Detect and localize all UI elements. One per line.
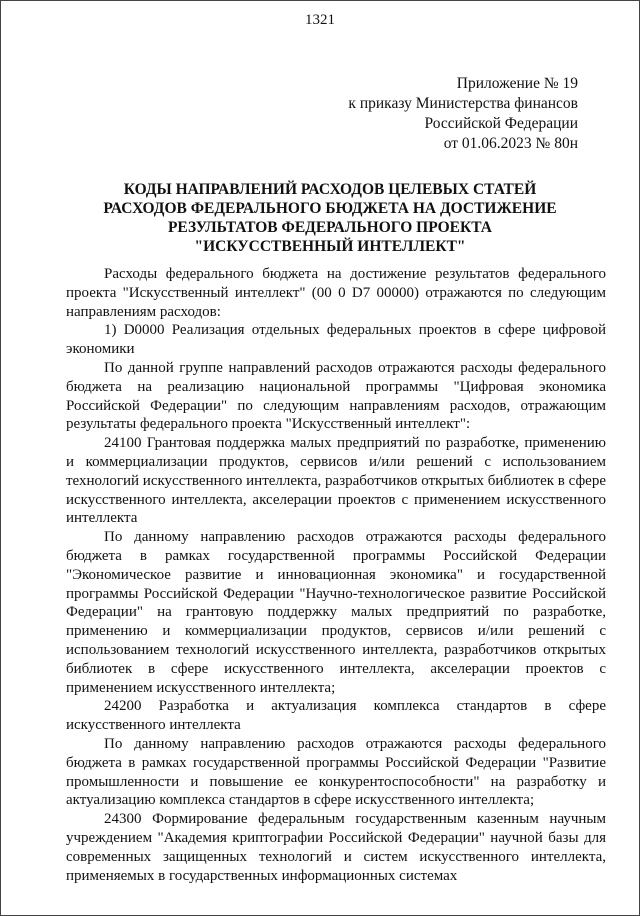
document-body	[66, 265, 606, 885]
paragraph-d0000: 1) D0000 Реализация отдельных федеральных проектов в сфере цифровой экономики	[66, 322, 606, 358]
paragraph-24200: 24200 Разработка и актуализация комплекса стандартов в сфере искусственного интеллекта	[66, 698, 606, 734]
appendix-line-4: от 01.06.2023 № 80н	[443, 135, 578, 152]
paragraph-intro: Расходы федерального бюджета на достижение результатов федерального проекта "Искусственный интеллект" (00 0 D7 00000) отражаются по следующим направлениям расходов:	[66, 266, 606, 320]
title-line-4: "ИСКУССТВЕННЫЙ ИНТЕЛЛЕКТ"	[194, 238, 466, 255]
paragraph-d0000-description: По данной группе направлений расходов отражаются расходы федерального бюджета на реализацию национальной программы "Цифровая экономика Российской Федерации" по следующим направлениям расходов, отражающим результаты федерального проекта "Искусственный интеллект":	[66, 359, 606, 433]
paragraph-24100-description: По данному направлению расходов отражаются расходы федерального бюджета в рамках государственной программы Российской Федерации "Экономическое развитие и инновационная экономика" и государственной программы Российской Федерации "Научно-технологическое развитие Российской Федерации" на грантовую поддержку малых предприятий по разработке, применению и коммерциализации продуктов, сервисов и/или решений с использованием технологий искусственного интеллекта, разработчиков открытых библиотек в сфере искусственного интеллекта, акселерации проектов с применением искусственного интеллекта;	[66, 529, 606, 696]
paragraph-24300: 24300 Формирование федеральным государственным казенным научным учреждением "Академия криптографии Российской Федерации" научной базы для современных защищенных технологий и систем искусственного интеллекта, применяемых в государственных информационных системах	[66, 811, 606, 884]
paragraph-24200-description: По данному направлению расходов отражаются расходы федерального бюджета в рамках государственной программы Российской Федерации "Развитие промышленности и повышение ее конкурентоспособности" на разработку и актуализацию комплекса стандартов в сфере искусственного интеллекта;	[66, 735, 606, 809]
appendix-line-1: Приложение № 19	[456, 75, 578, 92]
title-line-1: КОДЫ НАПРАВЛЕНИЙ РАСХОДОВ ЦЕЛЕВЫХ СТАТЕЙ	[123, 181, 537, 198]
title-line-3: РЕЗУЛЬТАТОВ ФЕДЕРАЛЬНОГО ПРОЕКТА	[167, 219, 493, 236]
page-number: 1321	[305, 12, 335, 28]
paragraph-24100: 24100 Грантовая поддержка малых предприятий по разработке, применению и коммерциализации продуктов, сервисов и/или решений с использованием технологий искусственного интеллекта, разработчиков открытых библиотек в сфере искусственного интеллекта, акселерации проектов с применением искусственного интеллекта	[66, 435, 606, 527]
appendix-line-2: к приказу Министерства финансов	[348, 95, 578, 112]
title-line-2: РАСХОДОВ ФЕДЕРАЛЬНОГО БЮДЖЕТА НА ДОСТИЖЕНИЕ	[103, 200, 557, 217]
appendix-block	[318, 74, 578, 154]
appendix-line-3: Российской Федерации	[424, 115, 578, 132]
document-title	[60, 180, 600, 256]
